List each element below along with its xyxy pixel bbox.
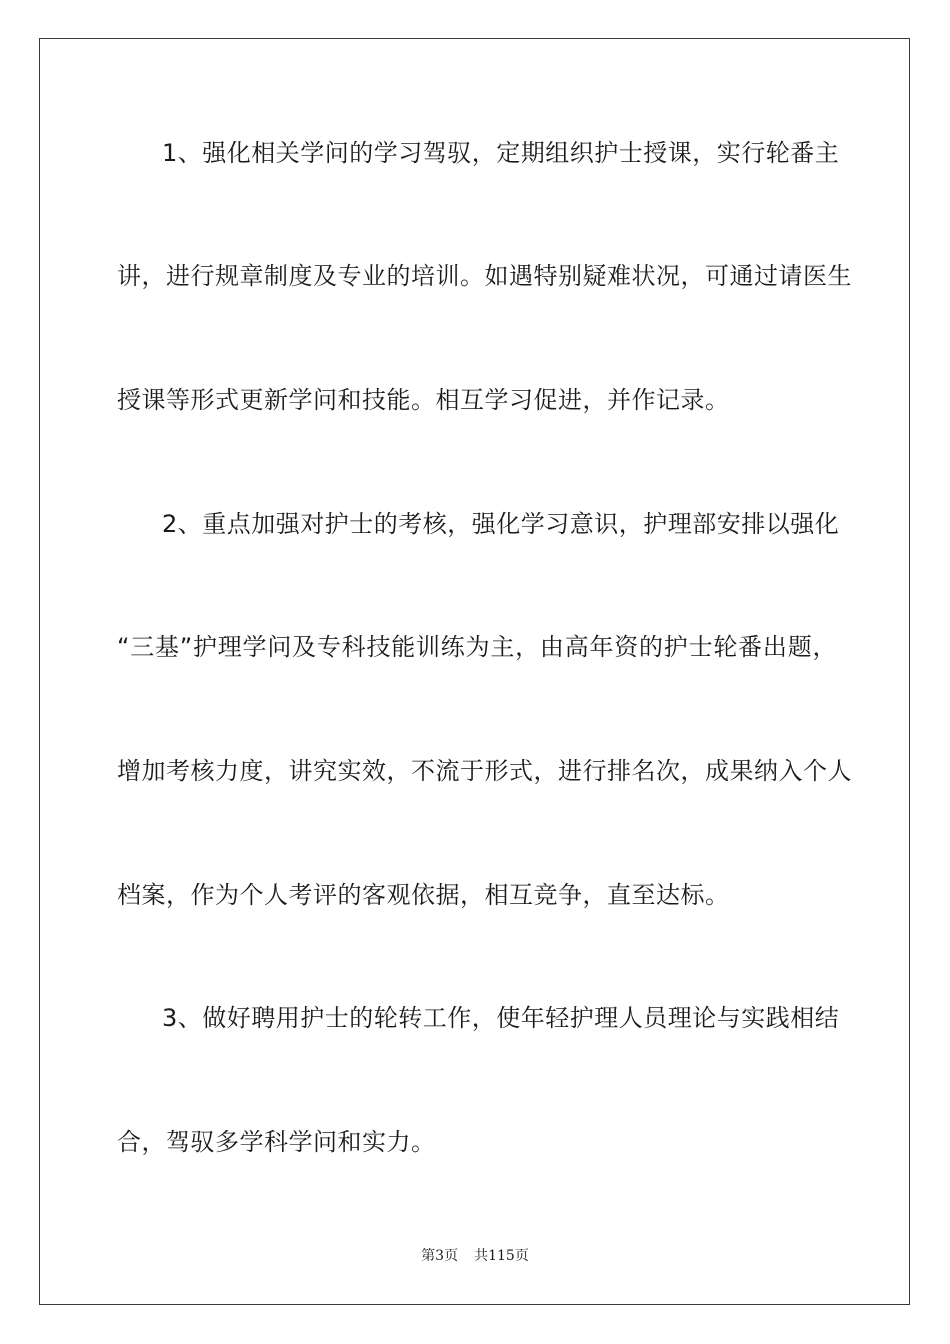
paragraph-1-line-1: 1、强化相关学问的学习驾驭，定期组织护士授课，实行轮番主 [162, 139, 840, 167]
paragraph-1-line-2: 讲，进行规章制度及专业的培训。如遇特别疑难状况，可通过请医生 [117, 262, 852, 290]
paragraph-2-line-3: 增加考核力度，讲究实效，不流于形式，进行排名次，成果纳入个人 [117, 757, 852, 785]
page-number: 第3页 [421, 1248, 459, 1264]
paragraph-3-line-2: 合，驾驭多学科学问和实力。 [117, 1128, 436, 1156]
paragraph-2-line-4: 档案，作为个人考评的客观依据，相互竞争，直至达标。 [117, 881, 730, 909]
paragraph-2-line-2: “三基”护理学问及专科技能训练为主，由高年资的护士轮番出题， [117, 633, 837, 661]
page-border [39, 38, 910, 1305]
paragraph-1-line-3: 授课等形式更新学问和技能。相互学习促进，并作记录。 [117, 386, 730, 414]
page-total: 共115页 [474, 1248, 529, 1264]
paragraph-2-line-1: 2、重点加强对护士的考核，强化学习意识，护理部安排以强化 [162, 510, 840, 538]
page-footer [0, 1247, 950, 1265]
paragraph-3-line-1: 3、做好聘用护士的轮转工作，使年轻护理人员理论与实践相结 [162, 1004, 840, 1032]
